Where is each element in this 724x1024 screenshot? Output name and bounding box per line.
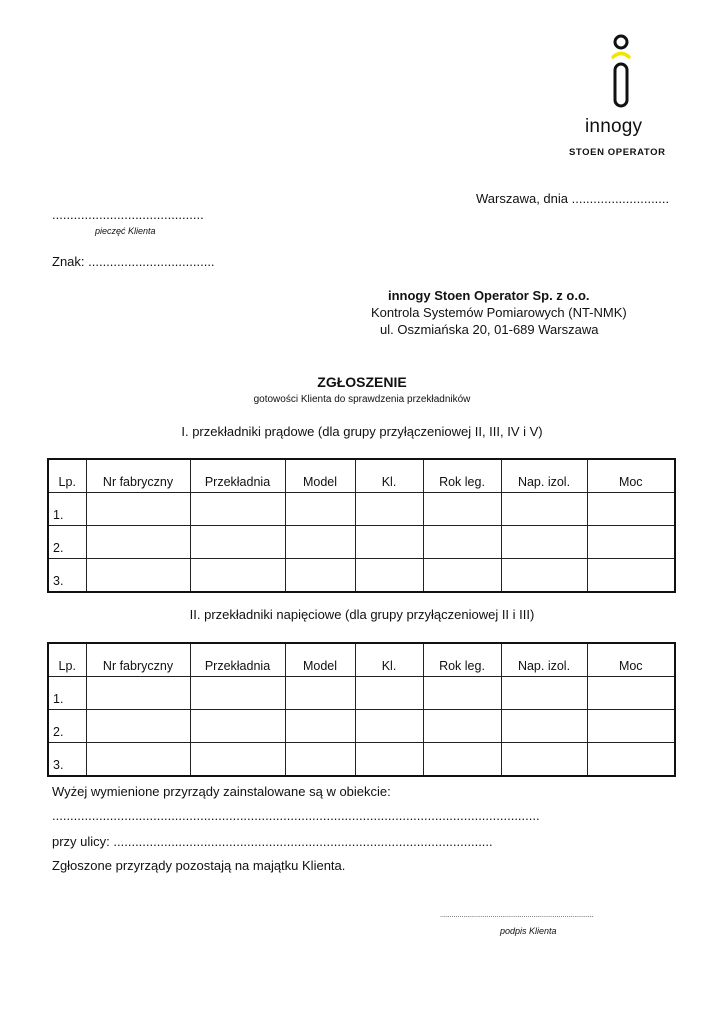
installed-statement: Wyżej wymienione przyrządy zainstalowane są w obiekcie: <box>52 784 391 799</box>
object-line[interactable]: ....................................................................................................................................... <box>52 808 540 823</box>
column-header: Nap. izol. <box>501 459 587 493</box>
table-cell[interactable] <box>355 743 423 777</box>
street-line[interactable]: przy ulicy: ......................................................................................................... <box>52 834 493 849</box>
column-header: Przekładnia <box>190 643 285 677</box>
brand-subtitle: STOEN OPERATOR <box>569 147 666 158</box>
innogy-logo-icon <box>560 30 680 120</box>
table-cell[interactable] <box>86 559 190 593</box>
table-cell[interactable] <box>587 743 675 777</box>
table-cell[interactable] <box>355 493 423 526</box>
table-row <box>48 493 675 526</box>
column-header: Kl. <box>355 459 423 493</box>
table-cell[interactable] <box>423 559 501 593</box>
brand-name: innogy <box>585 116 643 137</box>
column-header: Przekładnia <box>190 459 285 493</box>
signature-line[interactable]: ............................................................................... <box>440 912 594 919</box>
table-cell[interactable] <box>285 677 355 710</box>
table-cell[interactable] <box>501 559 587 593</box>
row-number: 2. <box>48 526 86 559</box>
table-cell[interactable] <box>86 743 190 777</box>
column-header: Moc <box>587 459 675 493</box>
innogy-logo-mark <box>560 30 680 160</box>
table-cell[interactable] <box>587 493 675 526</box>
table-cell[interactable] <box>501 526 587 559</box>
column-header: Lp. <box>48 459 86 493</box>
row-number: 1. <box>48 493 86 526</box>
table-cell[interactable] <box>355 559 423 593</box>
table-row <box>48 559 675 593</box>
table-cell[interactable] <box>190 710 285 743</box>
table-cell[interactable] <box>355 710 423 743</box>
table-row <box>48 677 675 710</box>
table-cell[interactable] <box>285 559 355 593</box>
table-cell[interactable] <box>423 526 501 559</box>
table-cell[interactable] <box>190 743 285 777</box>
recipient-address: ul. Oszmiańska 20, 01-689 Warszawa <box>380 322 599 337</box>
table-cell[interactable] <box>190 559 285 593</box>
place-date: Warszawa, dnia ........................... <box>476 191 670 206</box>
column-header: Nr fabryczny <box>86 643 190 677</box>
table-cell[interactable] <box>86 526 190 559</box>
signature-label: podpis Klienta <box>500 926 557 936</box>
table-cell[interactable] <box>190 493 285 526</box>
column-header: Nap. izol. <box>501 643 587 677</box>
table-cell[interactable] <box>285 710 355 743</box>
table-cell[interactable] <box>501 710 587 743</box>
table-cell[interactable] <box>86 493 190 526</box>
reference-line: Znak: ................................... <box>52 254 215 269</box>
table-cell[interactable] <box>501 743 587 777</box>
row-number: 2. <box>48 710 86 743</box>
table-row <box>48 710 675 743</box>
table-cell[interactable] <box>423 710 501 743</box>
table-cell[interactable] <box>285 493 355 526</box>
column-header: Rok leg. <box>423 459 501 493</box>
table-cell[interactable] <box>587 710 675 743</box>
document-subtitle: gotowości Klienta do sprawdzenia przekładników <box>253 394 471 405</box>
recipient-department: Kontrola Systemów Pomiarowych (NT-NMK) <box>371 305 627 320</box>
section1-heading: I. przekładniki prądowe (dla grupy przyłączeniowej II, III, IV i V) <box>181 424 543 439</box>
table-row <box>48 743 675 777</box>
table-cell[interactable] <box>86 710 190 743</box>
section2-heading: II. przekładniki napięciowe (dla grupy przyłączeniowej II i III) <box>189 607 535 622</box>
table-row <box>48 526 675 559</box>
table-cell[interactable] <box>587 559 675 593</box>
table-cell[interactable] <box>86 677 190 710</box>
row-number: 1. <box>48 677 86 710</box>
table-cell[interactable] <box>587 526 675 559</box>
table-cell[interactable] <box>423 677 501 710</box>
table-cell[interactable] <box>587 677 675 710</box>
table-header-row <box>48 643 675 677</box>
table-cell[interactable] <box>501 677 587 710</box>
voltage-transformers-table <box>47 642 676 777</box>
table-cell[interactable] <box>501 493 587 526</box>
current-transformers-table <box>47 458 676 593</box>
table-header-row <box>48 459 675 493</box>
column-header: Nr fabryczny <box>86 459 190 493</box>
table-cell[interactable] <box>190 677 285 710</box>
table-cell[interactable] <box>285 743 355 777</box>
column-header: Moc <box>587 643 675 677</box>
table-cell[interactable] <box>190 526 285 559</box>
stamp-label: pieczęć Klienta <box>95 226 156 236</box>
row-number: 3. <box>48 559 86 593</box>
column-header: Lp. <box>48 643 86 677</box>
table-cell[interactable] <box>355 526 423 559</box>
column-header: Rok leg. <box>423 643 501 677</box>
table-cell[interactable] <box>355 677 423 710</box>
table-cell[interactable] <box>285 526 355 559</box>
recipient-name: innogy Stoen Operator Sp. z o.o. <box>388 288 590 303</box>
row-number: 3. <box>48 743 86 777</box>
column-header: Model <box>285 643 355 677</box>
document-title: ZGŁOSZENIE <box>317 374 407 390</box>
stamp-line: .......................................... <box>52 207 204 222</box>
ownership-statement: Zgłoszone przyrządy pozostają na majątku Klienta. <box>52 858 346 873</box>
column-header: Kl. <box>355 643 423 677</box>
column-header: Model <box>285 459 355 493</box>
table-cell[interactable] <box>423 743 501 777</box>
table-cell[interactable] <box>423 493 501 526</box>
